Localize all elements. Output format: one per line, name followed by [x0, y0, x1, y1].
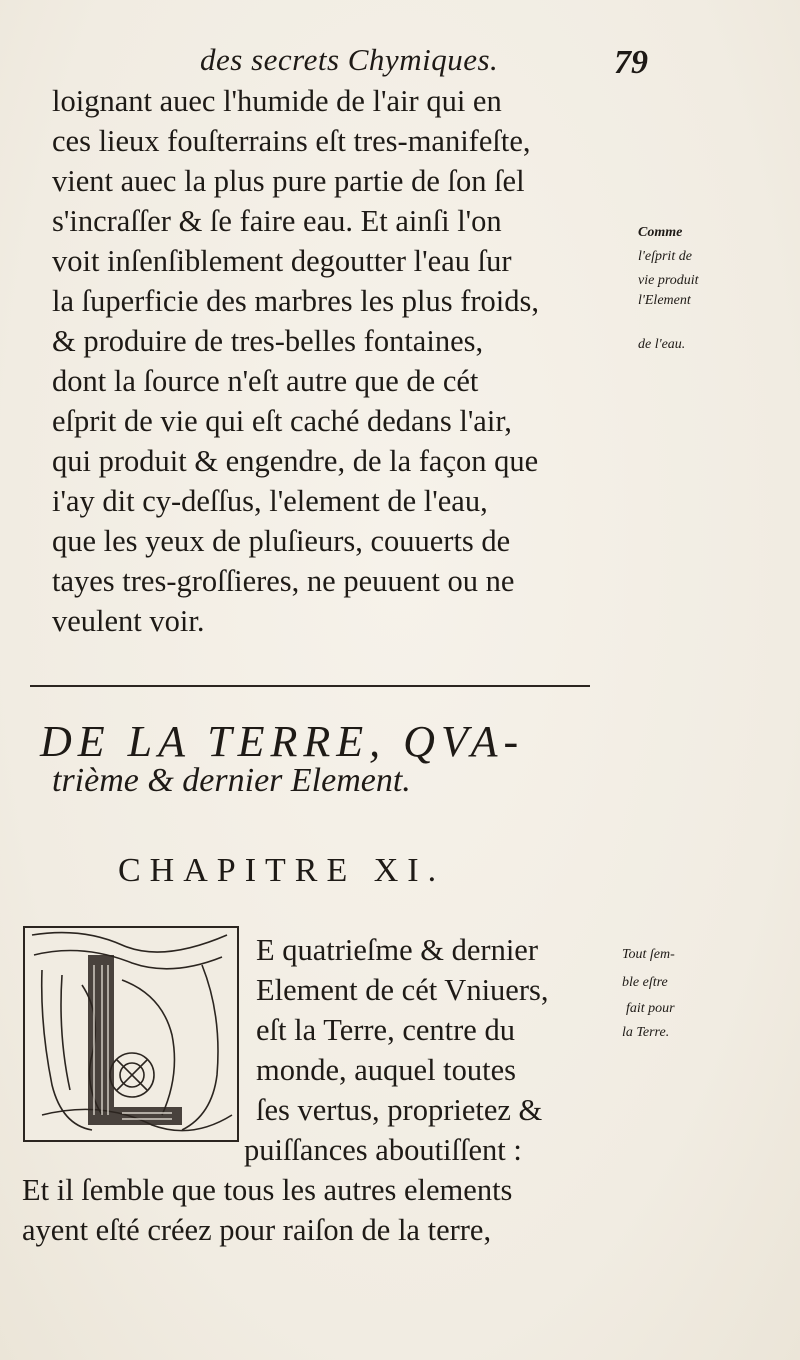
text-line: ces lieux fouſterrains eſt tres-manifeſte, [52, 124, 531, 158]
text-line: eſt la Terre, centre du [256, 1013, 515, 1047]
text-line: & produire de tres-belles fontaines, [52, 324, 484, 358]
margin-note-line: ble eſtre [622, 975, 668, 990]
text-line: ſes vertus, proprietez & [256, 1093, 543, 1127]
text-line: que les yeux de pluſieurs, couuerts de [52, 524, 511, 558]
margin-note-line: l'Element [638, 293, 691, 308]
text-line: la ſuperficie des marbres les plus froids, [52, 284, 540, 318]
text-line: E quatrieſme & dernier [256, 933, 539, 967]
text-line: Et il ſemble que tous les autres elements [22, 1173, 513, 1207]
text-line: qui produit & engendre, de la façon que [52, 444, 539, 478]
text-line: loignant auec l'humide de l'air qui en [52, 84, 502, 118]
text-line: i'ay dit cy-deſſus, l'element de l'eau, [52, 484, 488, 518]
section-subtitle: trième & dernier Element. [52, 762, 411, 799]
text-line: eſprit de vie qui eſt caché dedans l'air, [52, 404, 512, 438]
margin-note-line: vie produit [638, 273, 699, 288]
section-title: DE LA TERRE, QVA- [40, 717, 525, 766]
text-line: puiſſances aboutiſſent : [244, 1133, 522, 1167]
margin-note-line: la Terre. [622, 1025, 670, 1040]
section-rule [30, 685, 590, 687]
margin-note-line: fait pour [626, 1001, 675, 1016]
text-line: monde, auquel toutes [256, 1053, 517, 1087]
text-line: dont la ſource n'eſt autre que de cét [52, 364, 479, 398]
text-line: vient auec la plus pure partie de ſon ſel [52, 164, 525, 198]
margin-note-line: de l'eau. [638, 337, 686, 352]
margin-note-line: l'eſprit de [638, 249, 692, 264]
chapter-heading: CHAPITRE XI. [118, 852, 446, 889]
text-line: Element de cét Vniuers, [256, 973, 549, 1007]
margin-note-line: Tout ſem- [622, 947, 675, 962]
running-title: des secrets Chymiques. [200, 42, 499, 77]
text-line: veulent voir. [52, 604, 205, 638]
margin-note-line: Comme [638, 225, 683, 240]
text-line: voit inſenſiblement degoutter l'eau ſur [52, 244, 512, 278]
text-line: tayes tres-groſſieres, ne peuuent ou ne [52, 564, 515, 598]
text-line: ayent eſté créez pour raiſon de la terre, [22, 1213, 492, 1247]
ornamental-initial-l [22, 925, 240, 1143]
page-number: 79 [614, 44, 648, 81]
text-line: s'incraſſer & ſe faire eau. Et ainſi l'on [52, 204, 502, 238]
